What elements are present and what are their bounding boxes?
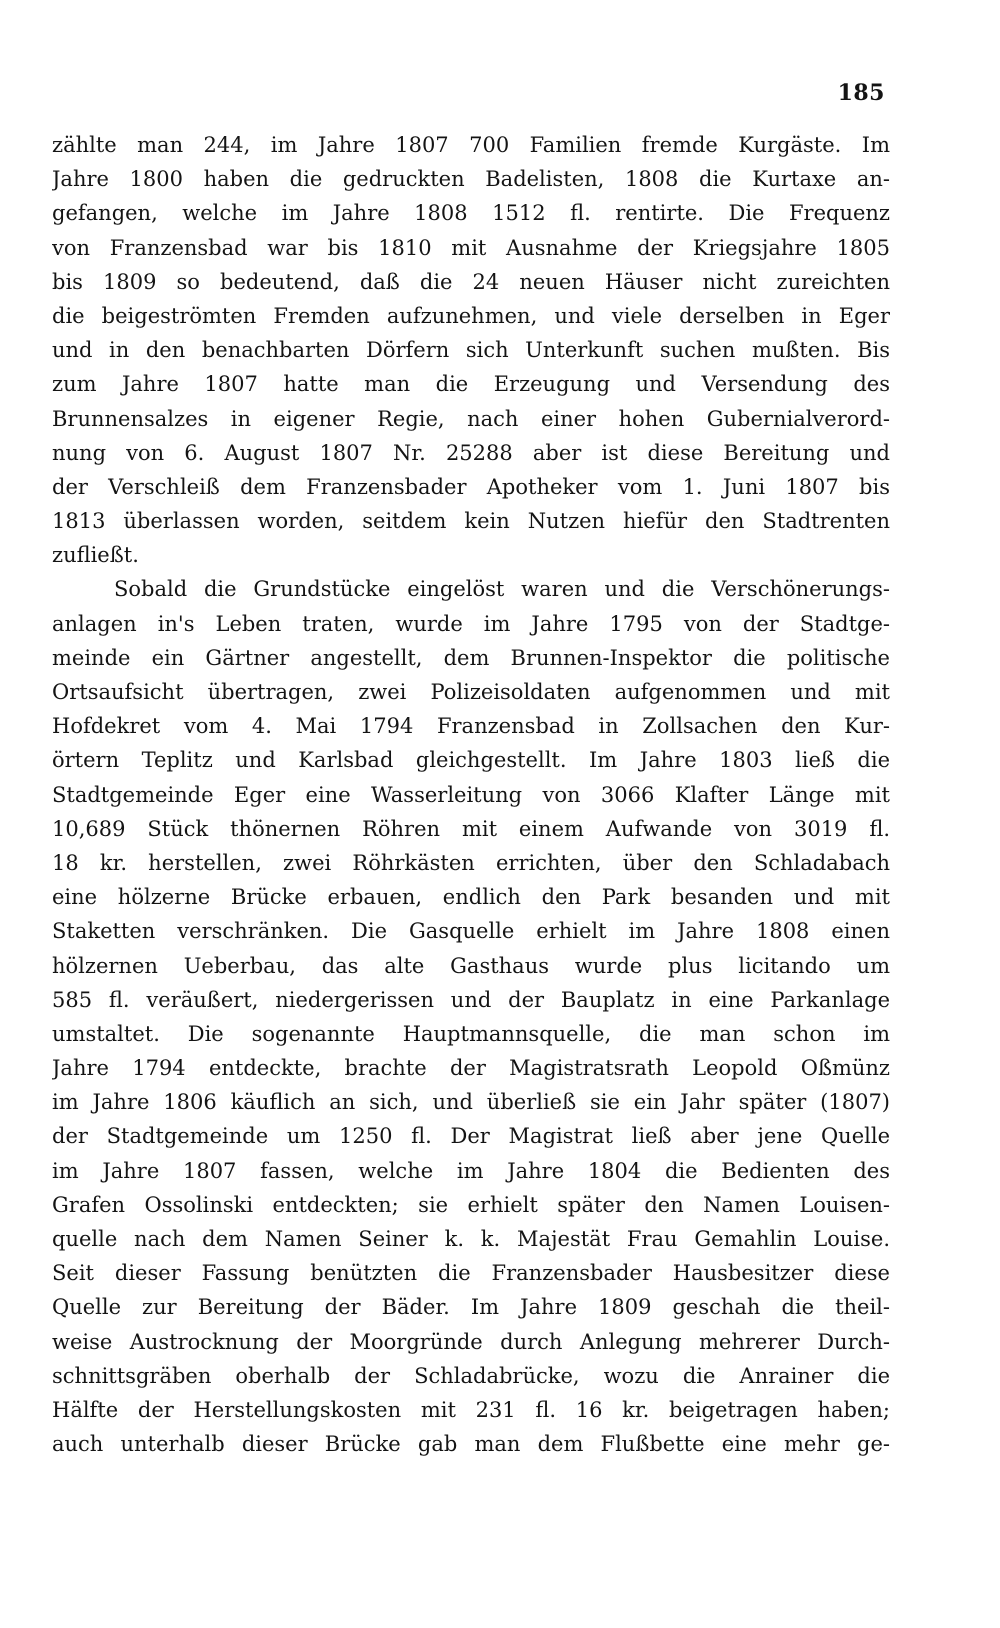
text-line: 18 kr. herstellen, zwei Röhrkästen errichten, über den Schladabach — [52, 850, 890, 875]
text-line: die beigeströmten Fremden aufzunehmen, und viele derselben in Eger — [52, 303, 890, 328]
paragraph-start-line: Sobald die Grundstücke eingelöst waren und die Verschönerungs- — [114, 577, 890, 602]
text-line: von Franzensbad war bis 1810 mit Ausnahme der Kriegsjahre 1805 — [52, 235, 890, 260]
text-line: Jahre 1800 haben die gedruckten Badelisten, 1808 die Kurtaxe an- — [52, 167, 890, 192]
text-line: zählte man 244, im Jahre 1807 700 Familien fremde Kurgäste. Im — [52, 133, 890, 157]
text-line: Staketten verschränken. Die Gasquelle erhielt im Jahre 1808 einen — [52, 919, 890, 944]
text-line: im Jahre 1807 fassen, welche im Jahre 1804 die Bedienten des — [52, 1158, 890, 1183]
text-line: örtern Teplitz und Karlsbad gleichgestellt. Im Jahre 1803 ließ die — [52, 748, 890, 773]
text-line: quelle nach dem Namen Seiner k. k. Majestät Frau Gemahlin Louise. — [52, 1227, 890, 1251]
text-line: Grafen Ossolinski entdeckten; sie erhielt später den Namen Louisen- — [52, 1192, 890, 1217]
text-line: zum Jahre 1807 hatte man die Erzeugung und Versendung des — [52, 372, 890, 397]
text-line: im Jahre 1806 käuflich an sich, und überließ sie ein Jahr später (1807) — [52, 1090, 890, 1115]
text-line: anlagen in's Leben traten, wurde im Jahre 1795 von der Stadtge- — [52, 611, 890, 636]
text-line: hölzernen Ueberbau, das alte Gasthaus wurde plus licitando um — [52, 953, 890, 978]
text-line: der Stadtgemeinde um 1250 fl. Der Magistrat ließ aber jene Quelle — [52, 1124, 890, 1149]
text-line: 585 fl. veräußert, niedergerissen und der Bauplatz in eine Parkanlage — [52, 987, 890, 1012]
text-line: auch unterhalb dieser Brücke gab man dem Flußbette eine mehr ge- — [52, 1432, 890, 1457]
text-line: nung von 6. August 1807 Nr. 25288 aber ist diese Bereitung und — [52, 440, 890, 465]
text-line: Hofdekret vom 4. Mai 1794 Franzensbad in Zollsachen den Kur- — [52, 714, 890, 739]
text-line: der Verschleiß dem Franzensbader Apotheker vom 1. Juni 1807 bis — [52, 474, 890, 499]
text-line: Seit dieser Fassung benützten die Franzensbader Hausbesitzer diese — [52, 1261, 890, 1286]
text-line: Ortsaufsicht übertragen, zwei Polizeisoldaten aufgenommen und mit — [52, 680, 890, 704]
page-number: 185 — [837, 80, 885, 106]
text-line: weise Austrocknung der Moorgründe durch Anlegung mehrerer Durch- — [52, 1329, 890, 1354]
text-line: meinde ein Gärtner angestellt, dem Brunnen-Inspektor die politische — [52, 645, 890, 670]
text-line: und in den benachbarten Dörfern sich Unterkunft suchen mußten. Bis — [52, 338, 890, 363]
text-line: schnittsgräben oberhalb der Schladabrücke, wozu die Anrainer die — [52, 1363, 890, 1388]
body-text — [52, 128, 890, 1461]
paragraph-end-line: zufließt. — [52, 543, 139, 568]
text-line: bis 1809 so bedeutend, daß die 24 neuen Häuser nicht zureichten — [52, 269, 890, 294]
text-line: Stadtgemeinde Eger eine Wasserleitung von 3066 Klafter Länge mit — [52, 782, 890, 807]
text-line: 10,689 Stück thönernen Röhren mit einem Aufwande von 3019 fl. — [52, 816, 890, 841]
text-line: Brunnensalzes in eigener Regie, nach einer hohen Gubernialverord- — [52, 406, 890, 431]
text-line: gefangen, welche im Jahre 1808 1512 fl. rentirte. Die Frequenz — [52, 201, 890, 226]
text-line: Hälfte der Herstellungskosten mit 231 fl. 16 kr. beigetragen haben; — [52, 1397, 890, 1422]
text-line: eine hölzerne Brücke erbauen, endlich den Park besanden und mit — [52, 885, 890, 910]
text-line: Jahre 1794 entdeckte, brachte der Magistratsrath Leopold Oßmünz — [52, 1056, 890, 1081]
text-line: Quelle zur Bereitung der Bäder. Im Jahre 1809 geschah die theil- — [52, 1295, 890, 1320]
text-line: 1813 überlassen worden, seitdem kein Nutzen hiefür den Stadtrenten — [52, 509, 890, 534]
text-line: umstaltet. Die sogenannte Hauptmannsquelle, die man schon im — [52, 1021, 890, 1046]
